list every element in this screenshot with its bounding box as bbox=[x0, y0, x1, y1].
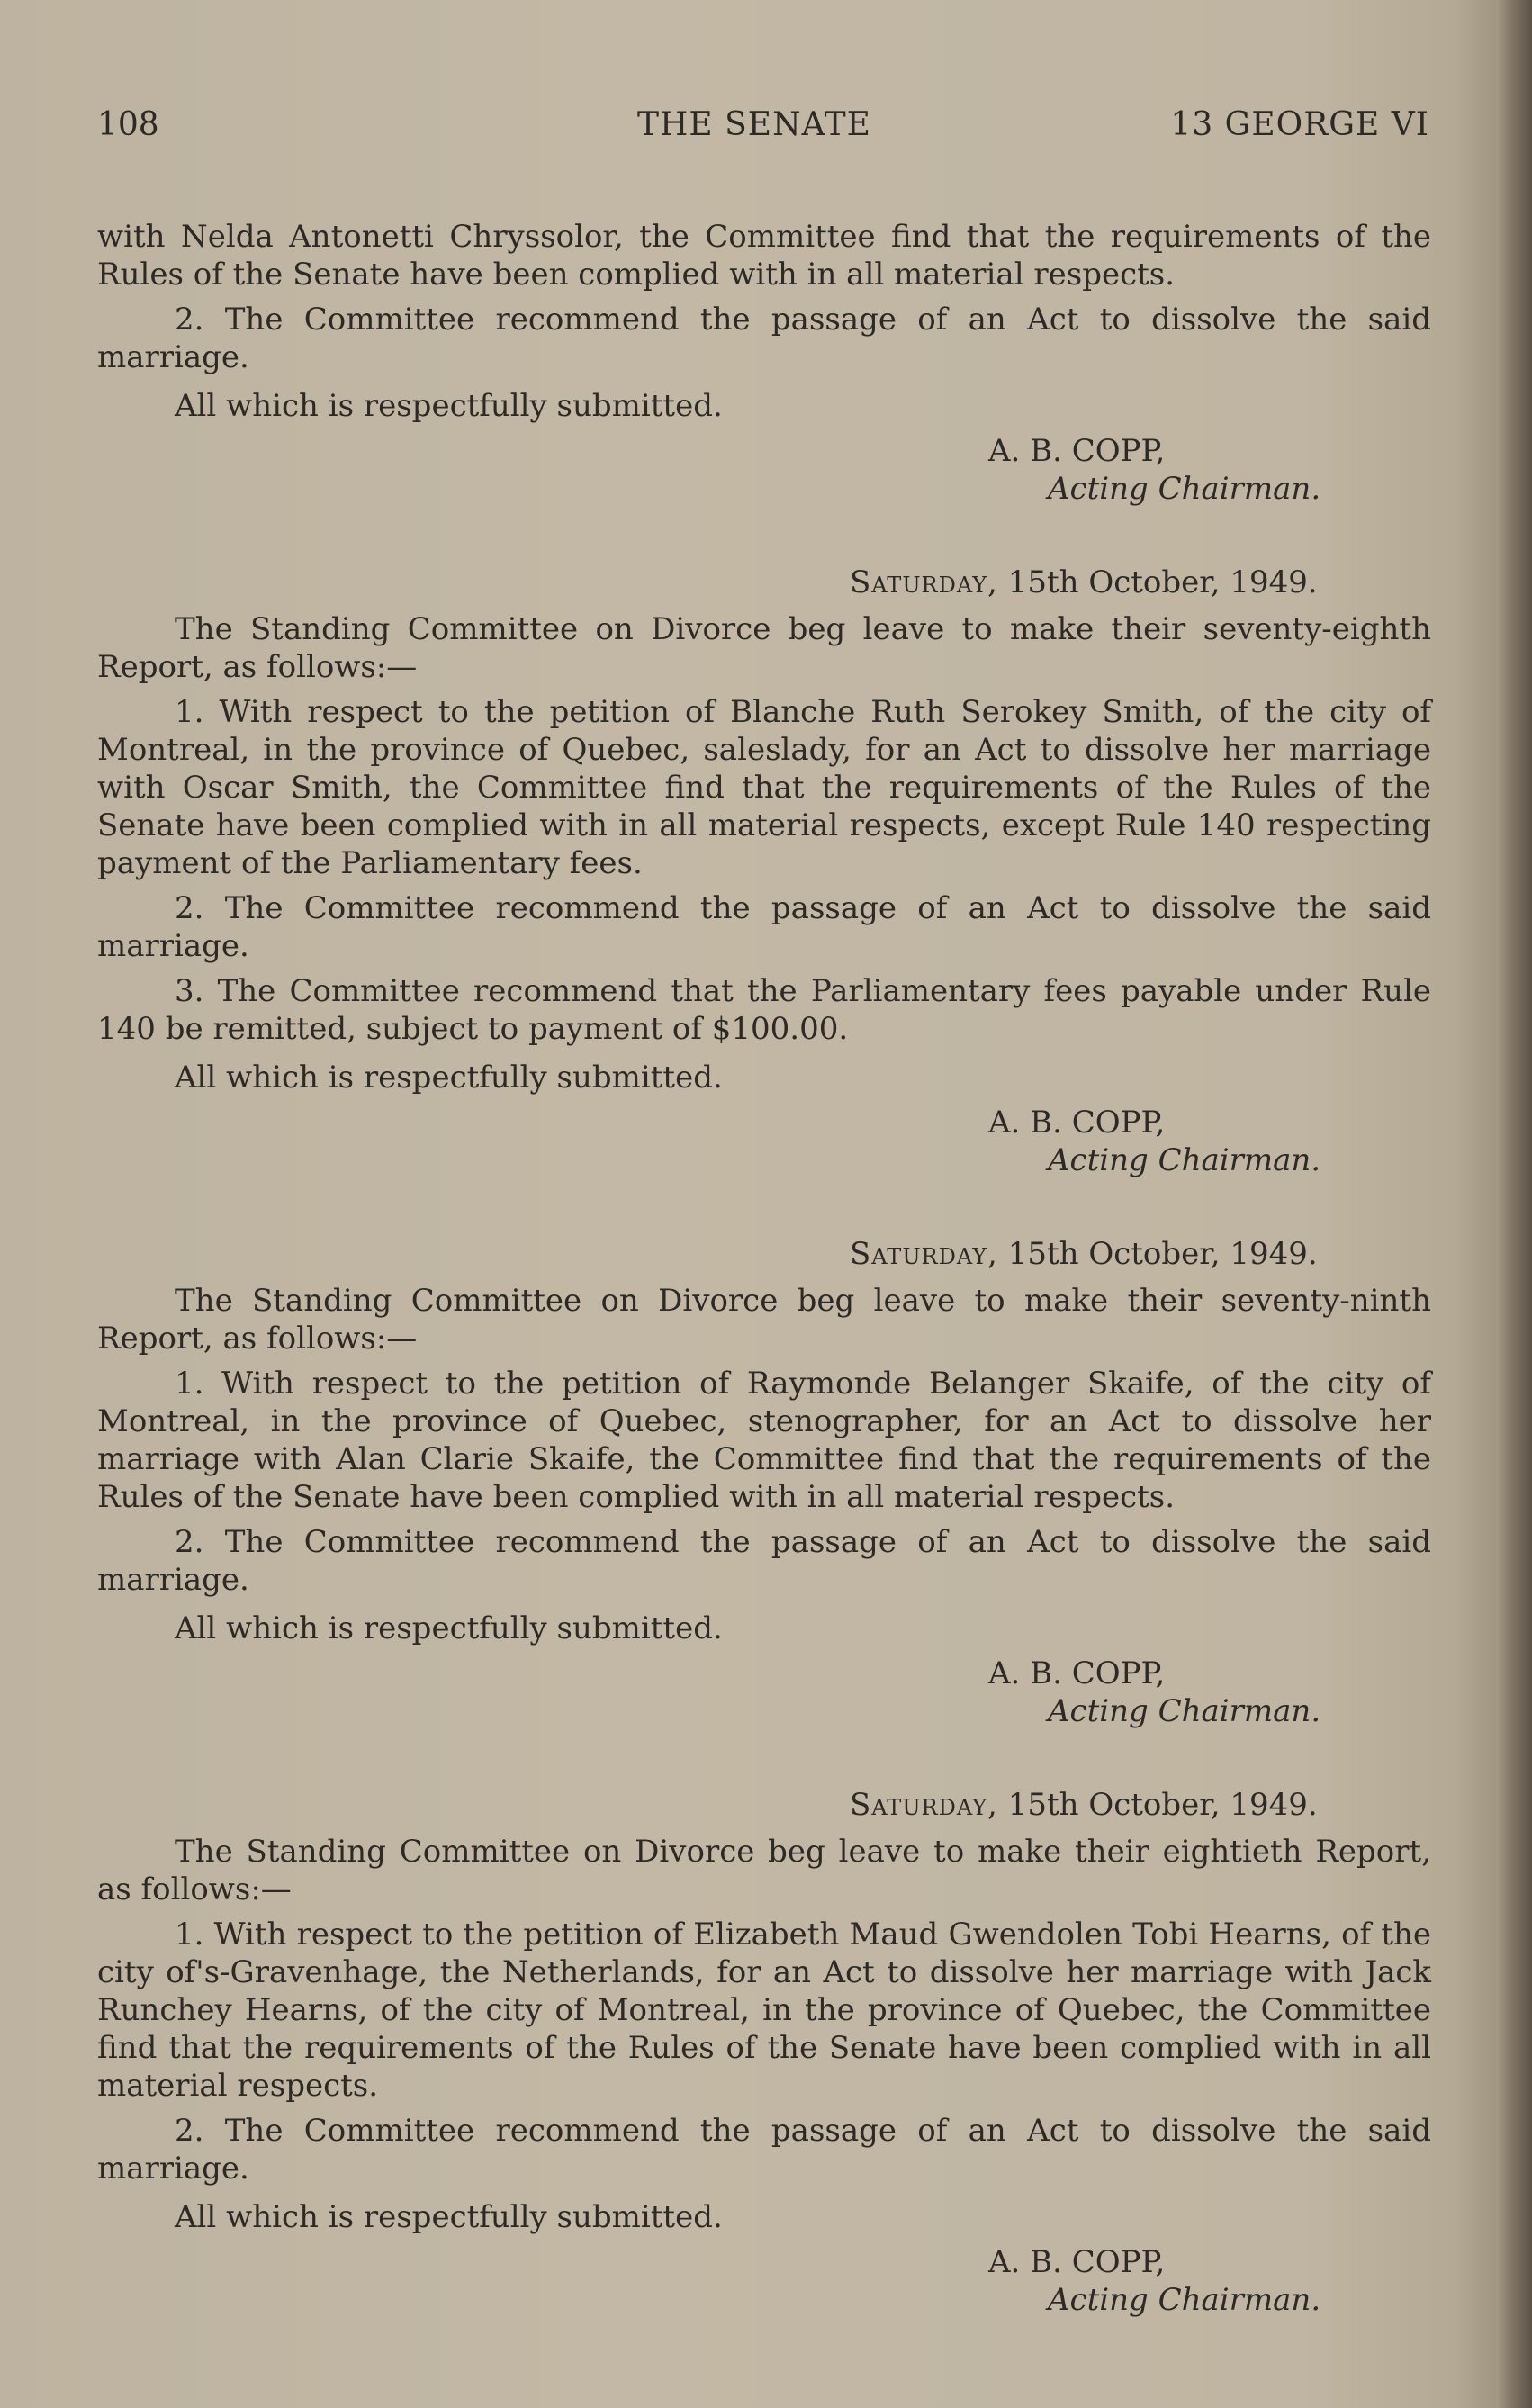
signature-block bbox=[988, 2243, 1431, 2319]
signature-block bbox=[988, 1655, 1431, 1730]
paragraph: 3. The Committee recommend that the Parliamentary fees payable under Rule 140 be remitted, subject to payment of $100.00. bbox=[97, 973, 1431, 1047]
running-header bbox=[97, 106, 1429, 146]
signature-block bbox=[988, 1104, 1431, 1179]
page-number: 108 bbox=[97, 106, 159, 143]
paragraph: 2. The Committee recommend the passage of an Act to dissolve the said marriage. bbox=[97, 890, 1431, 964]
paragraph: 1. With respect to the petition of Raymonde Belanger Skaife, of the city of Montreal, in the province of Quebec, stenographer, for an Act to dissolve her marriage with Alan Clarie Skaife, the Committee find that the requirements of the Rules of the Senate have been complied with in all material respects. bbox=[97, 1366, 1431, 1515]
paragraph: with Nelda Antonetti Chryssolor, the Committee find that the requirements of the Rules of the Senate have been complied with in all material respects. bbox=[97, 219, 1431, 293]
page-body bbox=[97, 218, 1431, 2319]
submitted-line: All which is respectfully submitted. bbox=[175, 388, 723, 424]
report-date bbox=[850, 564, 1431, 601]
report-date-day: Saturday, bbox=[850, 1236, 998, 1272]
report-date-rest: 15th October, 1949. bbox=[1007, 1787, 1318, 1823]
paragraph: 1. With respect to the petition of Blanche Ruth Serokey Smith, of the city of Montreal, in the province of Quebec, saleslady, for an Act to dissolve her marriage with Oscar Smith, the Committee find that the requirements of the Rules of the Senate have been complied with in all material respects, except Rule 140 respecting payment of the Parliamentary fees. bbox=[97, 694, 1431, 881]
signatory-name: A. B. COPP, bbox=[988, 2244, 1166, 2280]
report-intro: The Standing Committee on Divorce beg leave to make their seventy-eighth Report, as follows:— bbox=[97, 611, 1431, 685]
report-date bbox=[850, 1235, 1431, 1273]
report-eightieth bbox=[97, 1786, 1431, 2319]
signatory-title: Acting Chairman. bbox=[1048, 1142, 1321, 1178]
page-edge bbox=[1496, 0, 1532, 2408]
signatory-name: A. B. COPP, bbox=[988, 433, 1166, 469]
submitted-line: All which is respectfully submitted. bbox=[175, 1610, 723, 1646]
signature-block bbox=[988, 432, 1431, 508]
report-seventy-eighth bbox=[97, 564, 1431, 1179]
paragraph: 2. The Committee recommend the passage of an Act to dissolve the said marriage. bbox=[97, 302, 1431, 375]
paragraph: 1. With respect to the petition of Elizabeth Maud Gwendolen Tobi Hearns, of the city of's-Gravenhage, the Netherlands, for an Act to dissolve her marriage with Jack Runchey Hearns, of the city of Montreal, in the province of Quebec, the Committee find that the requirements of the Rules of the Senate have been complied with in all material respects. bbox=[97, 1916, 1431, 2104]
report-intro: The Standing Committee on Divorce beg leave to make their seventy-ninth Report, as follows:— bbox=[97, 1283, 1431, 1357]
submitted-line: All which is respectfully submitted. bbox=[175, 1060, 723, 1096]
header-regnal-year: 13 GEORGE VI bbox=[1170, 106, 1429, 143]
report-date-rest: 15th October, 1949. bbox=[1007, 1236, 1318, 1272]
signatory-title: Acting Chairman. bbox=[1048, 471, 1321, 507]
signatory-name: A. B. COPP, bbox=[988, 1655, 1166, 1691]
report-date-day: Saturday, bbox=[850, 564, 998, 600]
report-date-rest: 15th October, 1949. bbox=[1007, 564, 1318, 600]
report-date-day: Saturday, bbox=[850, 1787, 998, 1823]
signatory-name: A. B. COPP, bbox=[988, 1105, 1166, 1141]
paragraph: 2. The Committee recommend the passage of an Act to dissolve the said marriage. bbox=[97, 1524, 1431, 1598]
submitted-line: All which is respectfully submitted. bbox=[175, 2199, 723, 2235]
report-intro: The Standing Committee on Divorce beg leave to make their eightieth Report, as follows:— bbox=[97, 1834, 1431, 1907]
signatory-title: Acting Chairman. bbox=[1048, 1693, 1321, 1729]
report-seventy-ninth bbox=[97, 1235, 1431, 1730]
report-date bbox=[850, 1786, 1431, 1824]
signatory-title: Acting Chairman. bbox=[1048, 2282, 1321, 2318]
paragraph: 2. The Committee recommend the passage of an Act to dissolve the said marriage. bbox=[97, 2113, 1431, 2187]
report-continuation bbox=[97, 218, 1431, 508]
header-title: THE SENATE bbox=[637, 106, 871, 143]
